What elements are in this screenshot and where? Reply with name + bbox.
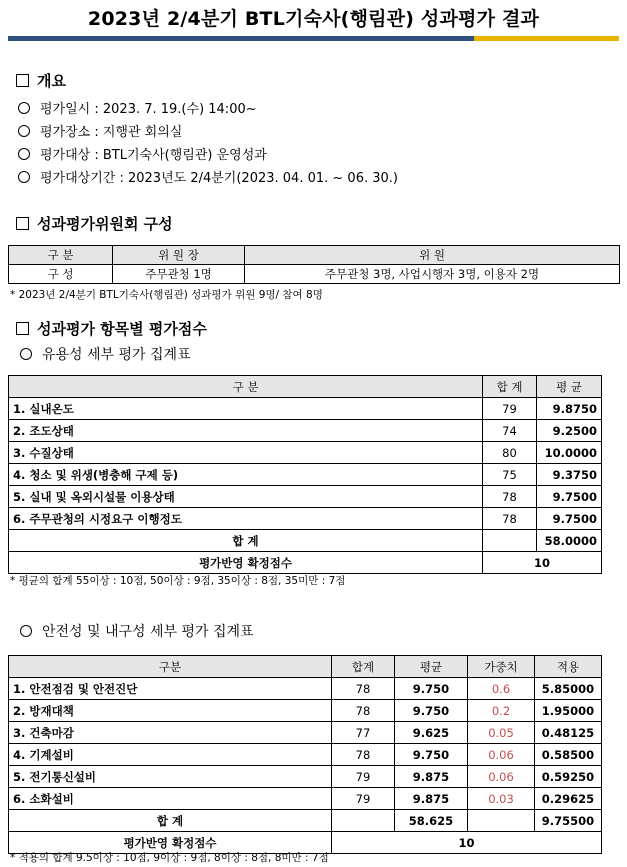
circle-bullet-icon xyxy=(20,625,32,637)
overview-item: 평가대상 : BTL기숙사(행림관) 운영성과 xyxy=(18,144,267,163)
safety-header: 적용 xyxy=(535,656,602,678)
committee-header: 위 원 장 xyxy=(113,246,245,265)
safety-table xyxy=(8,655,602,854)
table-row: 2. 조도상태 74 9.2500 xyxy=(9,420,602,442)
circle-bullet-icon xyxy=(18,148,30,160)
committee-cell: 구 성 xyxy=(9,265,113,284)
safety-note: * 적용의 합계 9.5이상 : 10점, 9이상 : 9점, 8이상 : 8점, 8미만 : 7점 xyxy=(10,852,329,864)
table-row: 4. 기계설비 78 9.750 0.06 0.58500 xyxy=(9,744,602,766)
usability-subheading: 유용성 세부 평가 집계표 xyxy=(20,344,191,364)
table-row: 3. 건축마감 77 9.625 0.05 0.48125 xyxy=(9,722,602,744)
safety-header: 평균 xyxy=(395,656,468,678)
circle-bullet-icon xyxy=(20,348,32,360)
safety-total-row: 합 계 58.625 9.75500 xyxy=(9,810,602,832)
title-underline-gold xyxy=(474,36,619,41)
overview-item: 평가일시 : 2023. 7. 19.(수) 14:00~ xyxy=(18,98,257,117)
table-row: 1. 실내온도 79 9.8750 xyxy=(9,398,602,420)
table-row: 4. 청소 및 위생(병충해 구제 등) 75 9.3750 xyxy=(9,464,602,486)
safety-final-row: 평가반영 확정점수 10 xyxy=(9,832,602,854)
overview-item: 평가대상기간 : 2023년도 2/4분기(2023. 04. 01. ~ 06. 30.) xyxy=(18,167,398,186)
circle-bullet-icon xyxy=(18,171,30,183)
table-row: 3. 수질상태 80 10.0000 xyxy=(9,442,602,464)
overview-item: 평가장소 : 지행관 회의실 xyxy=(18,121,182,140)
circle-bullet-icon xyxy=(18,125,30,137)
committee-note: * 2023년 2/4분기 BTL기숙사(행림관) 성과평가 위원 9명/ 참여 8명 xyxy=(10,289,323,301)
committee-table xyxy=(8,245,620,284)
committee-header: 구 분 xyxy=(9,246,113,265)
usability-note: * 평균의 합계 55이상 : 10점, 50이상 : 9점, 35이상 : 8점, 35미만 : 7점 xyxy=(10,575,346,587)
checkbox-square-icon xyxy=(16,74,29,87)
table-row: 6. 소화설비 79 9.875 0.03 0.29625 xyxy=(9,788,602,810)
safety-header: 합계 xyxy=(332,656,395,678)
usability-header: 구 분 xyxy=(9,376,483,398)
table-row: 6. 주무관청의 시정요구 이행정도 78 9.7500 xyxy=(9,508,602,530)
table-row: 2. 방재대책 78 9.750 0.2 1.95000 xyxy=(9,700,602,722)
page-title: 2023년 2/4분기 BTL기숙사(행림관) 성과평가 결과 xyxy=(87,8,540,30)
usability-table xyxy=(8,375,602,574)
title-underline-blue xyxy=(8,36,474,41)
table-row: 1. 안전점검 및 안전진단 78 9.750 0.6 5.85000 xyxy=(9,678,602,700)
usability-total-row: 합 계 58.0000 xyxy=(9,530,602,552)
safety-header: 구분 xyxy=(9,656,332,678)
usability-header: 합 계 xyxy=(483,376,537,398)
committee-cell: 주무관청 3명, 사업시행자 3명, 이용자 2명 xyxy=(245,265,620,284)
committee-heading: 성과평가위원회 구성 xyxy=(16,213,173,234)
table-row: 5. 실내 및 옥외시설물 이용상태 78 9.7500 xyxy=(9,486,602,508)
checkbox-square-icon xyxy=(16,322,29,335)
checkbox-square-icon xyxy=(16,217,29,230)
table-row: 5. 전기통신설비 79 9.875 0.06 0.59250 xyxy=(9,766,602,788)
safety-header: 가중치 xyxy=(468,656,535,678)
circle-bullet-icon xyxy=(18,102,30,114)
committee-header: 위 원 xyxy=(245,246,620,265)
committee-cell: 주무관청 1명 xyxy=(113,265,245,284)
scores-heading: 성과평가 항목별 평가점수 xyxy=(16,318,207,339)
safety-subheading: 안전성 및 내구성 세부 평가 집계표 xyxy=(20,621,254,641)
usability-final-row: 평가반영 확정점수 10 xyxy=(9,552,602,574)
overview-heading: 개요 xyxy=(16,70,66,91)
usability-header: 평 균 xyxy=(537,376,602,398)
